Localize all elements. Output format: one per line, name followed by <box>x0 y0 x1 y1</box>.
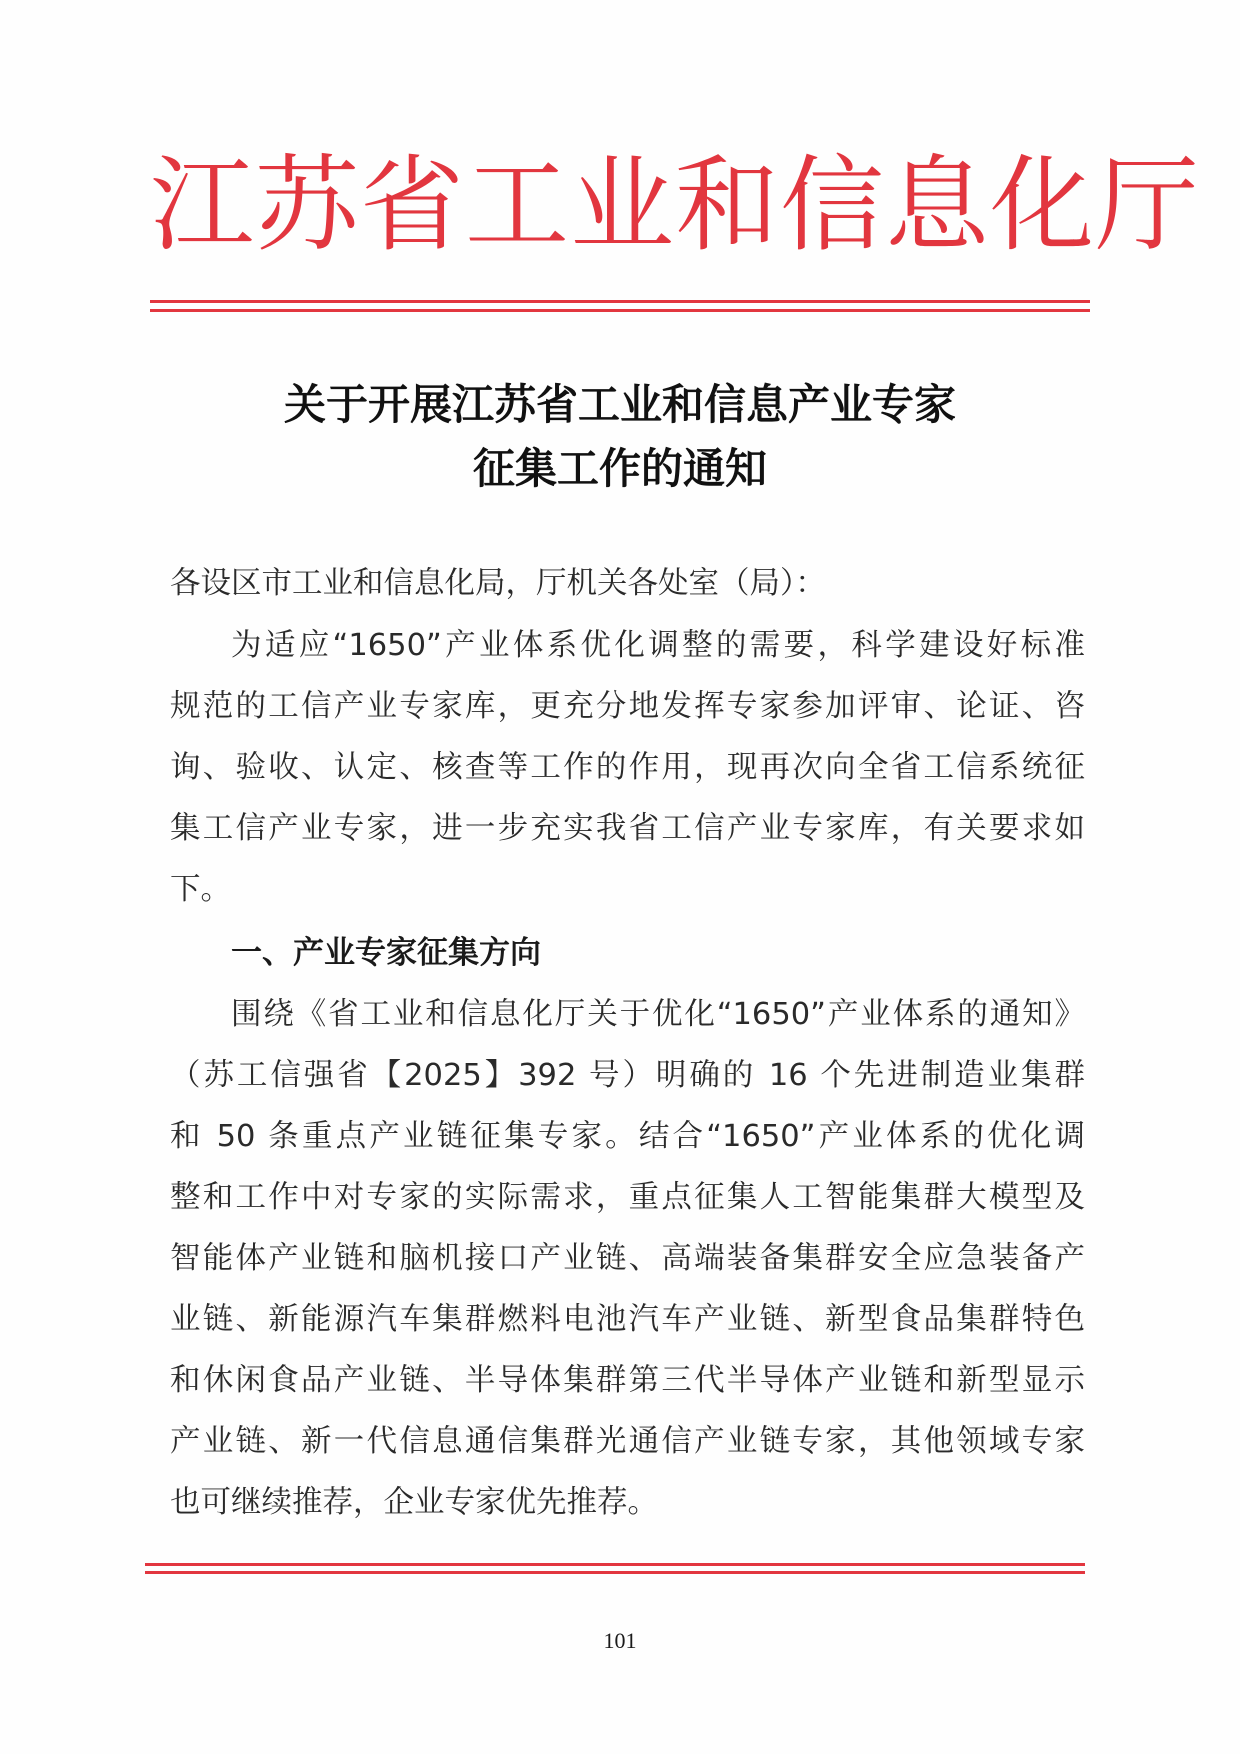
section-line: 和休闲食品产业链、半导体集群第三代半导体产业链和新型显示 <box>170 1363 1085 1398</box>
section-line: 也可继续推荐，企业专家优先推荐。 <box>170 1485 658 1520</box>
header-rule-top <box>150 300 1090 303</box>
section-line: 整和工作中对专家的实际需求，重点征集人工智能集群大模型及 <box>170 1180 1085 1215</box>
intro-line: 下。 <box>170 872 231 907</box>
header-rule-bottom <box>150 309 1090 312</box>
salutation: 各设区市工业和信息化局，厅机关各处室（局）： <box>170 566 826 601</box>
section-line: 产业链、新一代信息通信集群光通信产业链专家，其他领域专家 <box>170 1424 1085 1459</box>
intro-line: 询、验收、认定、核查等工作的作用，现再次向全省工信系统征 <box>170 750 1085 785</box>
page-number: 101 <box>603 1628 637 1653</box>
intro-line: 规范的工信产业专家库，更充分地发挥专家参加评审、论证、咨 <box>170 689 1085 724</box>
footer-rule-top <box>145 1563 1085 1566</box>
section-line: 和 50 条重点产业链征集专家。结合“1650”产业体系的优化调 <box>170 1119 1085 1154</box>
letterhead-org-name: 江苏省工业和信息化厅 <box>150 144 1201 266</box>
section-line: 围绕《省工业和信息化厅关于优化“1650”产业体系的通知》 <box>231 997 1085 1032</box>
section-line: 智能体产业链和脑机接口产业链、高端装备集群安全应急装备产 <box>170 1241 1085 1276</box>
section-heading: 一、产业专家征集方向 <box>231 935 541 971</box>
intro-line: 为适应“1650”产业体系优化调整的需要，科学建设好标准 <box>231 628 1085 663</box>
document-title-line-2: 征集工作的通知 <box>472 444 767 493</box>
section-line: （苏工信强省【2025】392 号）明确的 16 个先进制造业集群 <box>170 1058 1085 1093</box>
intro-line: 集工信产业专家，进一步充实我省工信产业专家库，有关要求如 <box>170 811 1085 846</box>
section-line: 业链、新能源汽车集群燃料电池汽车产业链、新型食品集群特色 <box>170 1302 1085 1337</box>
document-title-line-1: 关于开展江苏省工业和信息产业专家 <box>283 380 956 429</box>
footer-rule-bottom <box>145 1571 1085 1574</box>
